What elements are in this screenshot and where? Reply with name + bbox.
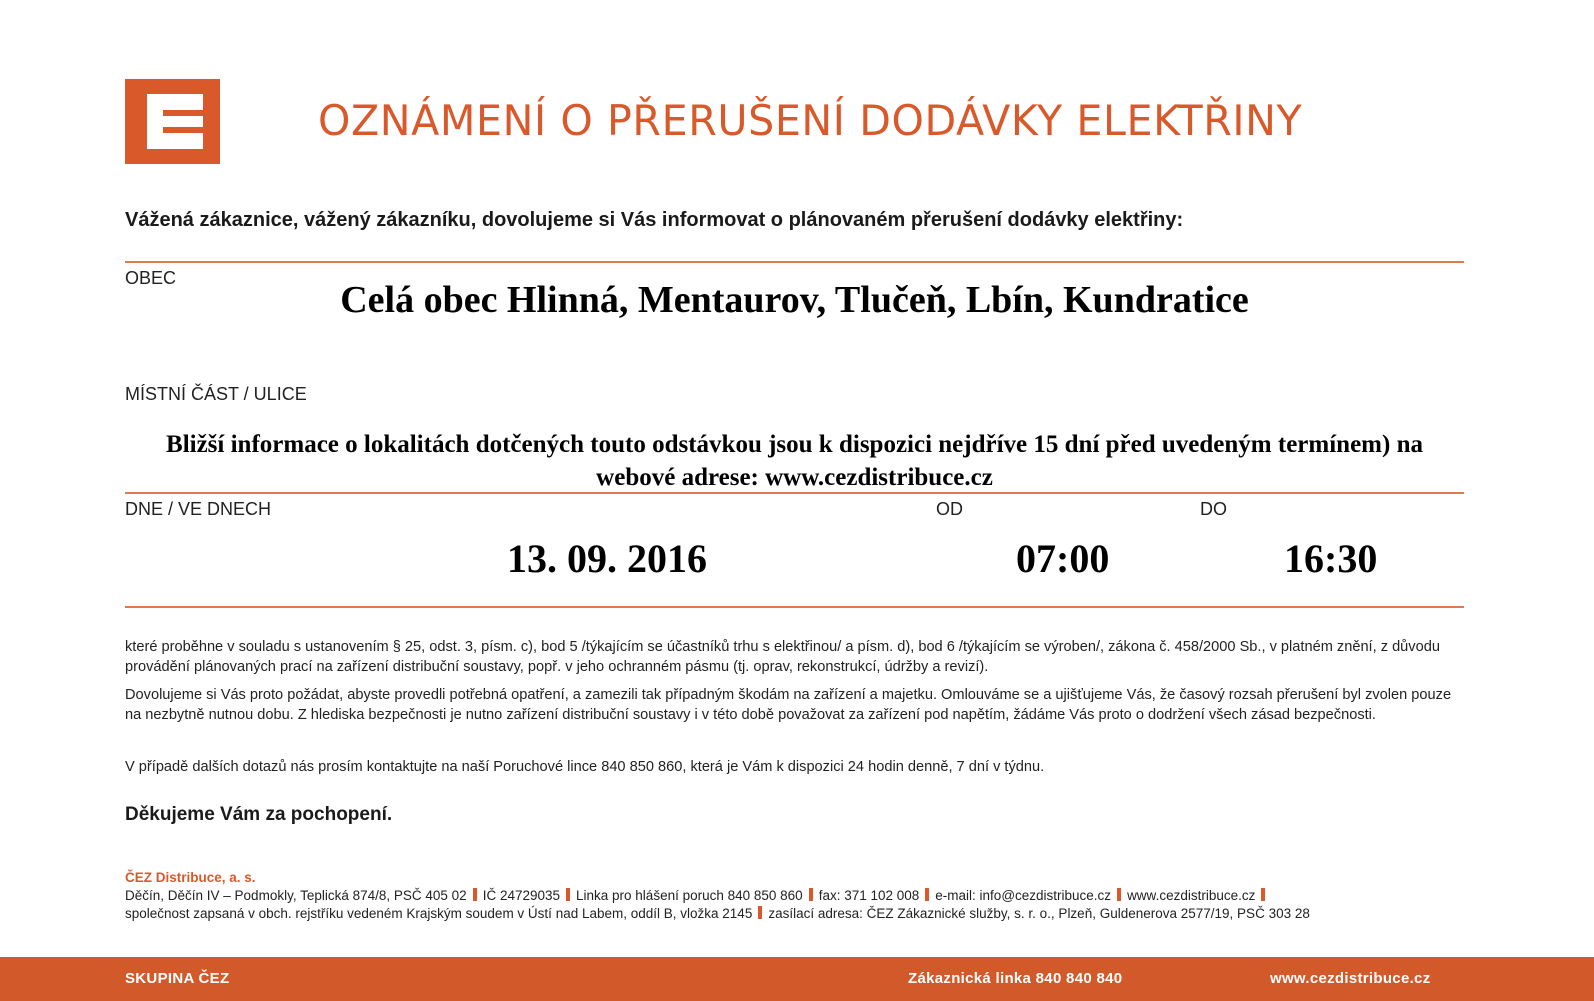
greeting-text: Vážená zákaznice, vážený zákazníku, dovolujeme si Vás informovat o plánovaném přerušení dodávky elektřiny: <box>125 209 1184 231</box>
divider <box>125 606 1464 608</box>
company-web[interactable]: www.cezdistribuce.cz <box>1127 888 1256 903</box>
company-hotline: Linka pro hlášení poruch 840 850 860 <box>576 888 803 903</box>
separator <box>758 906 762 919</box>
company-ic: IČ 24729035 <box>482 888 561 903</box>
company-address: Děčín, Děčín IV – Podmokly, Teplická 874/8, PSČ 405 02 <box>125 888 467 903</box>
contact-paragraph: V případě dalších dotazů nás prosím kontaktujte na naší Poruchové lince 840 850 860, která je Vám k dispozici 24 hodin denně, 7 dní v týdnu. <box>125 759 1045 775</box>
thanks-text: Děkujeme Vám za pochopení. <box>125 804 393 825</box>
dne-label: DNE / VE DNECH <box>125 499 272 519</box>
company-name: ČEZ Distribuce, a. s. <box>125 870 256 885</box>
separator <box>809 888 813 901</box>
cez-logo <box>125 79 220 164</box>
company-registry: společnost zapsaná v obch. rejstříku vedeném Krajským soudem v Ústí nad Labem, oddíl B, vložka 2145 <box>125 906 753 921</box>
legal-paragraph: které proběhne v souladu s ustanovením § 25, odst. 3, písm. c), bod 5 /týkajícím se účastníků trhu s elektřinou/ a písm. d), bod 6 /týkajícím se výroben/, zákona č. 458/2000 Sb., v platném znění, z důvodu provádění plánovaných prací na zařízení distribuční soustavy, popř. v jeho ochranném pásmu (tj. oprav, rekonstrukcí, údržby a revizí). <box>125 639 1440 675</box>
footer-group: SKUPINA ČEZ <box>125 970 230 987</box>
obec-value: Celá obec Hlinná, Mentaurov, Tlučeň, Lbín, Kundratice <box>340 279 1249 321</box>
separator <box>925 888 929 901</box>
date-value: 13. 09. 2016 <box>507 536 707 581</box>
company-email[interactable]: e-mail: info@cezdistribuce.cz <box>935 888 1112 903</box>
separator <box>1117 888 1121 901</box>
obec-label: OBEC <box>125 268 177 288</box>
separator <box>1261 888 1265 901</box>
request-paragraph: Dovolujeme si Vás proto požádat, abyste provedli potřebná opatření, a zamezili tak případným škodám na zařízení a majetku. Omlouváme se a ujišťujeme Vás, že časový rozsah přerušení byl zvolen pouze na nezbytně nutnou dobu. Z hlediska bezpečnosti je nutno zařízení distribuční soustavy i v této době považovat za zařízení pod napětím, žádáme Vás proto o dodržení všech zásad bezpečnosti. <box>125 687 1452 723</box>
separator <box>473 888 477 901</box>
footer-bar <box>0 957 1594 1001</box>
mistni-cast-label: MÍSTNÍ ČÁST / ULICE <box>125 384 307 404</box>
footer-website[interactable]: www.cezdistribuce.cz <box>1270 970 1431 987</box>
company-mail-address: zasílací adresa: ČEZ Zákaznické služby, s. r. o., Plzeň, Guldenerova 2577/19, PSČ 303 28 <box>768 906 1310 921</box>
time-from-value: 07:00 <box>1016 536 1110 581</box>
divider <box>125 492 1464 494</box>
company-fax: fax: 371 102 008 <box>818 888 920 903</box>
company-registry-line <box>125 906 1310 921</box>
company-contacts <box>125 888 1271 903</box>
time-to-value: 16:30 <box>1284 536 1378 581</box>
mistni-cast-value: Bližší informace o lokalitách dotčených touto odstávkou jsou k dispozici nejdříve 15 dní před uvedeným termínem) na webové adrese: www.cezdistribuce.cz <box>166 431 1423 491</box>
footer-customer-line: Zákaznická linka 840 840 840 <box>908 970 1123 987</box>
cez-logo-icon <box>125 79 220 164</box>
divider <box>125 261 1464 263</box>
page-title: OZNÁMENÍ O PŘERUŠENÍ DODÁVKY ELEKTŘINY <box>318 96 1303 145</box>
od-label: OD <box>936 499 963 519</box>
do-label: DO <box>1200 499 1227 519</box>
separator <box>566 888 570 901</box>
